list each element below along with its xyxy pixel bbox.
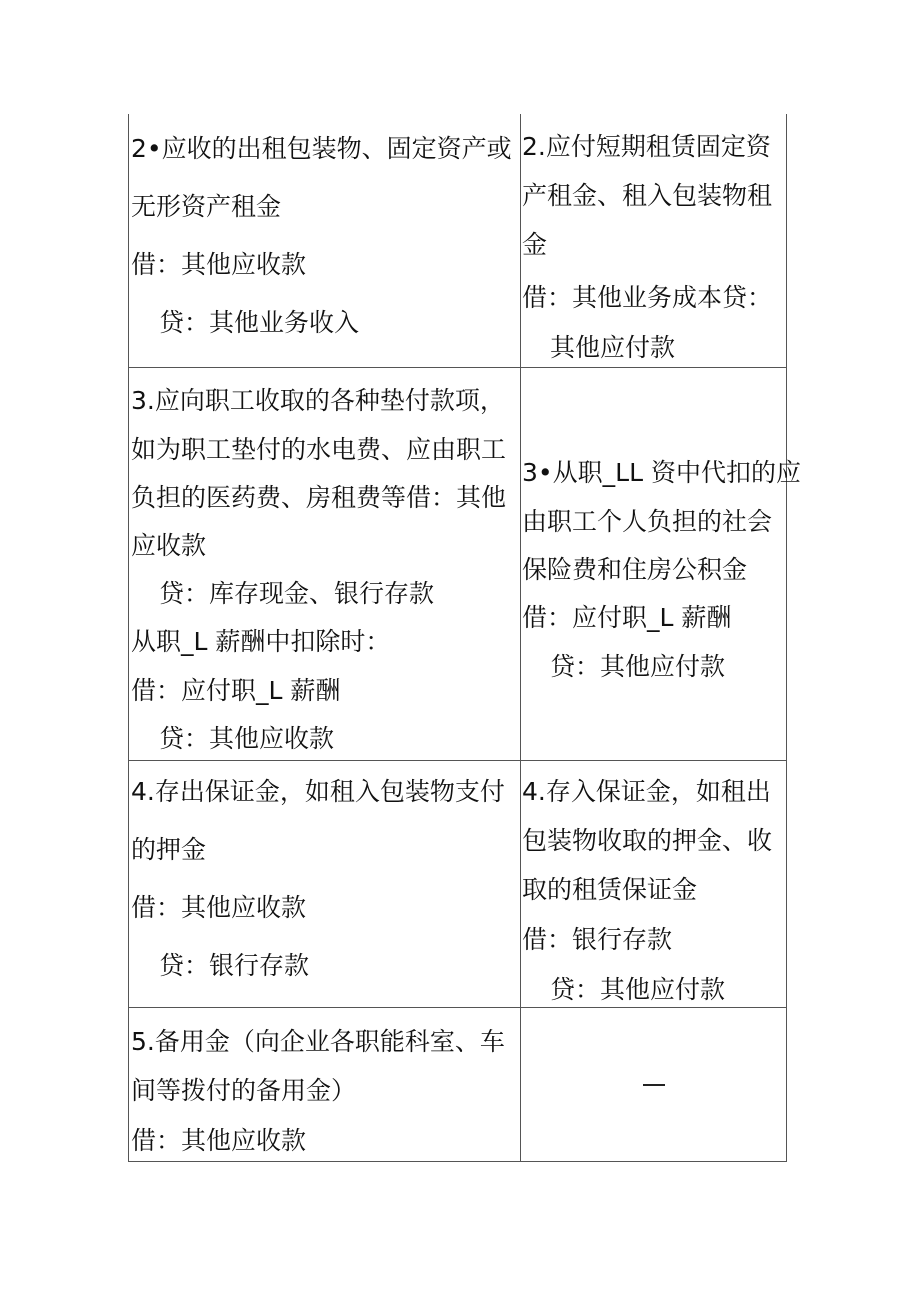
cell-text-line: 应收款 bbox=[131, 531, 207, 560]
cell-text-line: 借：应付职_L 薪酬 bbox=[131, 676, 341, 705]
cell-text-line: 保险费和住房公积金 bbox=[522, 555, 748, 584]
cell-text-line: 贷：其他应付款 bbox=[550, 652, 726, 681]
cell-text-line: 2•应收的出租包装物、固定资产或 bbox=[131, 134, 512, 163]
cell-text-line: 如为职工垫付的水电费、应由职工 bbox=[131, 435, 507, 464]
cell-text-line: 借：其他业务成本贷： bbox=[522, 283, 773, 312]
cell-text-line: 借：其他应收款 bbox=[131, 1126, 307, 1155]
cell-text-line: 取的租赁保证金 bbox=[522, 875, 698, 904]
table-right-border bbox=[786, 114, 787, 1162]
cell-text-line: 贷：库存现金、银行存款 bbox=[159, 579, 435, 608]
cell-text-line: 无形资产租金 bbox=[131, 192, 282, 221]
cell-text-line: 负担的医药费、房租费等借：其他 bbox=[131, 483, 507, 512]
cell-text-line: 5.备用金（向企业各职能科室、车 bbox=[131, 1027, 505, 1056]
cell-text-line: 借：银行存款 bbox=[522, 925, 673, 954]
cell-text-line: 3•从职_LL 资中代扣的应 bbox=[522, 458, 801, 487]
row-divider bbox=[128, 367, 787, 368]
cell-text-line: 包装物收取的押金、收 bbox=[522, 826, 773, 855]
cell-text-line: 借：应付职_L 薪酬 bbox=[522, 603, 732, 632]
cell-text-line: 间等拨付的备用金） bbox=[131, 1076, 357, 1105]
cell-text-line: 贷：银行存款 bbox=[159, 951, 310, 980]
empty-cell-dash bbox=[643, 1084, 665, 1086]
cell-text-line: 2.应付短期租赁固定资 bbox=[522, 132, 771, 161]
table-left-border bbox=[128, 114, 129, 1162]
cell-text-line: 贷：其他应付款 bbox=[550, 975, 726, 1004]
cell-text-line: 从职_L 薪酬中扣除时： bbox=[131, 627, 391, 656]
cell-text-line: 4.存出保证金，如租入包装物支付 bbox=[131, 777, 505, 806]
cell-text-line: 产租金、租入包装物租 bbox=[522, 181, 773, 210]
cell-text-line: 4.存入保证金，如租出 bbox=[522, 777, 771, 806]
cell-text-line: 的押金 bbox=[131, 835, 207, 864]
cell-text-line: 3.应向职工收取的各种垫付款项， bbox=[131, 386, 505, 415]
table-bottom-border bbox=[128, 1161, 787, 1162]
cell-text-line: 贷：其他应收款 bbox=[159, 724, 335, 753]
cell-text-line: 借：其他应收款 bbox=[131, 250, 307, 279]
table-column-divider bbox=[520, 114, 521, 1162]
cell-text-line: 金 bbox=[522, 230, 548, 259]
row-divider bbox=[128, 760, 787, 761]
cell-text-line: 其他应付款 bbox=[550, 333, 676, 362]
cell-text-line: 借：其他应收款 bbox=[131, 893, 307, 922]
row-divider bbox=[128, 1007, 787, 1008]
cell-text-line: 由职工个人负担的社会 bbox=[522, 507, 773, 536]
cell-text-line: 贷：其他业务收入 bbox=[159, 308, 360, 337]
